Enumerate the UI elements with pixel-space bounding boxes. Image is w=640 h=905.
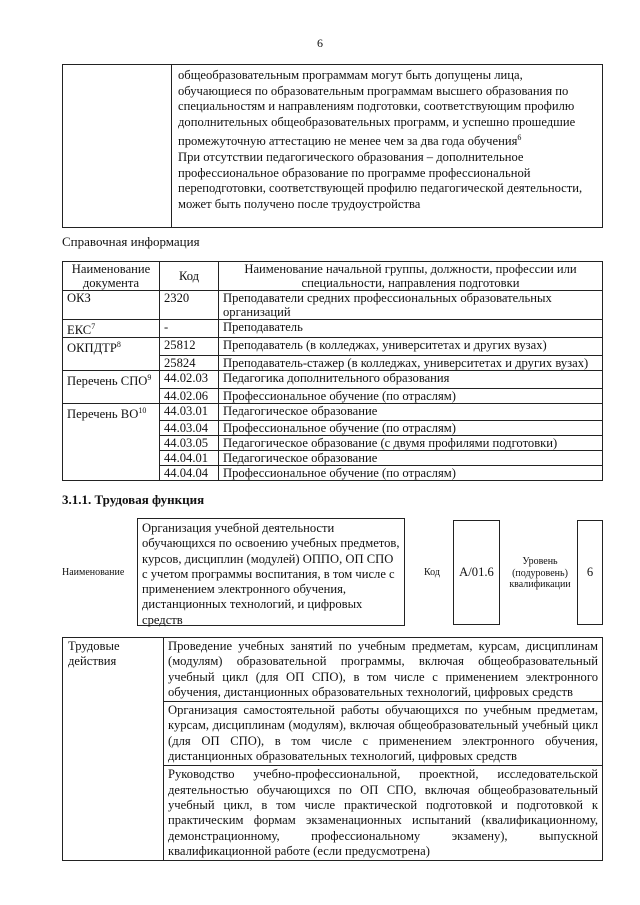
continued-text-cell	[172, 65, 603, 228]
header-document-line: Наименование	[71, 262, 151, 276]
reference-name: Преподаватель-стажер (в колледжах, университетах и других вузах)	[219, 355, 603, 370]
reference-row	[63, 320, 603, 338]
reference-name: Педагогика дополнительного образования	[219, 370, 603, 388]
reference-row	[63, 451, 603, 466]
reference-row	[63, 370, 603, 388]
reference-doc-cell	[63, 451, 160, 466]
continued-line: может быть получено после трудоустройства	[178, 196, 421, 211]
reference-doc-cell	[63, 291, 160, 320]
labor-function-name-line: с учетом программы воспитания, в том числе с	[142, 566, 395, 581]
reference-row	[63, 421, 603, 436]
labor-function-name-line: применением электронного обучения,	[142, 582, 347, 597]
reference-row	[63, 338, 603, 356]
header-name-line: Наименование начальной группы, должности, профессии или	[244, 262, 577, 276]
reference-doc: ОКЗ	[67, 291, 91, 305]
reference-row	[63, 436, 603, 451]
reference-code: 44.03.01	[160, 403, 219, 421]
reference-doc-cell	[63, 466, 160, 481]
continued-line: переподготовки, соответствующей профилю педагогической деятельности,	[178, 181, 583, 196]
reference-doc-cell	[63, 355, 160, 370]
header-document-line: документа	[82, 276, 140, 290]
continued-line: дополнительных общеобразовательных программ, и успешно прошедшие	[178, 114, 576, 129]
reference-doc-cell	[63, 320, 160, 338]
labor-function-name-line: дистанционных технологий, и цифровых	[142, 597, 363, 612]
continued-requirements-table	[62, 64, 603, 228]
reference-doc-footnote: 10	[138, 405, 147, 415]
reference-name: Преподаватель (в колледжах, университетах и других вузах)	[219, 338, 603, 356]
reference-code: 44.03.05	[160, 436, 219, 451]
labor-action-item: Организация самостоятельной работы обучающихся по учебным предметам, курсам, дисциплинам (модулям), включая общеобразовательный учебный цикл (для ОП СПО), в том числе с применением электронного обучения, дистанционных образовательных технологий, цифровых средств	[164, 702, 603, 766]
qualification-level-label	[506, 556, 574, 591]
qualification-level-label-line: квалификации	[509, 579, 571, 590]
labor-actions-table	[62, 637, 603, 861]
labor-actions-label-line: действия	[68, 654, 117, 669]
labor-function-code-label: Код	[424, 567, 440, 578]
qualification-level-label-line: (подуровень)	[512, 567, 568, 579]
continued-line	[178, 130, 596, 150]
reference-name: Профессиональное обучение (по отраслям)	[219, 466, 603, 481]
reference-table-body	[63, 291, 603, 481]
reference-code: 25812	[160, 338, 219, 356]
labor-actions-label-line: Трудовые	[68, 639, 120, 653]
labor-action-item: Руководство учебно-профессиональной, проектной, исследовательской деятельностью обучающихся по ОП СПО, включая общеобразовательный учебный цикл, в том числе практической подготовкой и подготовкой к практическим формам экзаменационных испытаний (квалификационному, демонстрационному, профессиональному экзамену), выпускной квалификационной работе (если предусмотрена)	[164, 766, 603, 861]
reference-doc-cell	[63, 338, 160, 356]
reference-heading: Справочная информация	[62, 234, 200, 249]
reference-doc-cell	[63, 388, 160, 403]
reference-code: 44.02.06	[160, 388, 219, 403]
reference-doc-footnote: 7	[91, 322, 96, 331]
labor-function-name-line: Организация учебной деятельности	[142, 521, 335, 535]
labor-function-name-line: курсов, дисциплин (модулей) ОППО, ОП СПО	[142, 551, 394, 566]
labor-actions-label	[63, 638, 164, 861]
continued-line-text: промежуточную аттестацию не менее чем за два года обучения	[178, 134, 518, 149]
reference-name: Педагогическое образование	[219, 403, 603, 421]
labor-function-heading: 3.1.1. Трудовая функция	[62, 492, 205, 507]
reference-table	[62, 261, 603, 481]
page-number: 6	[317, 36, 323, 50]
reference-code: -	[160, 320, 219, 338]
reference-name: Преподаватель	[219, 320, 603, 338]
qualification-level-label-line: Уровень	[522, 556, 558, 567]
reference-row	[63, 291, 603, 320]
reference-row	[63, 403, 603, 421]
reference-code: 25824	[160, 355, 219, 370]
reference-name: Педагогическое образование	[219, 451, 603, 466]
reference-code: 44.02.03	[160, 370, 219, 388]
header-name	[219, 262, 603, 291]
continued-line: При отсутствии педагогического образования – дополнительное	[178, 150, 524, 165]
reference-name: Профессиональное обучение (по отраслям)	[219, 421, 603, 436]
reference-name: Преподаватели средних профессиональных образовательных организаций	[219, 291, 603, 320]
header-name-line: специальности, направления подготовки	[301, 276, 520, 290]
reference-row	[63, 355, 603, 370]
reference-doc-cell	[63, 370, 160, 388]
reference-doc: ЕКС	[67, 323, 92, 338]
continued-line: общеобразовательным программам могут быть допущены лица,	[178, 68, 523, 82]
reference-row	[63, 388, 603, 403]
reference-doc: Перечень СПО	[67, 374, 148, 389]
labor-function-name-line: обучающихся по освоению учебных предметов,	[142, 536, 400, 551]
reference-doc: Перечень ВО	[67, 406, 139, 421]
reference-doc-cell	[63, 436, 160, 451]
reference-doc-footnote: 9	[147, 372, 152, 382]
reference-row	[63, 466, 603, 481]
reference-doc-cell	[63, 421, 160, 436]
labor-function-name-line: средств	[142, 612, 183, 627]
labor-function-name	[137, 518, 405, 626]
reference-doc: ОКПДТР	[67, 341, 117, 356]
reference-name: Педагогическое образование (с двумя профилями подготовки)	[219, 436, 603, 451]
header-document	[63, 262, 160, 291]
continued-line: обучающиеся по образовательным программам высшего образования по	[178, 83, 569, 98]
reference-code: 2320	[160, 291, 219, 320]
footnote-mark: 6	[517, 133, 522, 143]
header-code: Код	[160, 262, 219, 291]
continued-label-cell	[63, 65, 172, 228]
reference-code: 44.04.04	[160, 466, 219, 481]
labor-function-name-label: Наименование	[62, 567, 125, 578]
reference-name: Профессиональное обучение (по отраслям)	[219, 388, 603, 403]
reference-doc-footnote: 8	[116, 340, 121, 350]
continued-line: профессиональное образование по программе профессиональной	[178, 165, 531, 180]
qualification-level: 6	[577, 520, 603, 625]
reference-code: 44.03.04	[160, 421, 219, 436]
labor-action-item: Проведение учебных занятий по учебным предметам, курсам, дисциплинам (модулям) образовательной программы, включая общеобразовательный учебный цикл (для ОП СПО), в том числе с применением электронного обучения, дистанционных образовательных технологий, цифровых средств	[164, 638, 603, 702]
continued-line: специальностям и направлениям подготовки, соответствующим профилю	[178, 99, 575, 114]
labor-function-code: A/01.6	[453, 520, 500, 625]
reference-code: 44.04.01	[160, 451, 219, 466]
reference-doc-cell	[63, 403, 160, 421]
